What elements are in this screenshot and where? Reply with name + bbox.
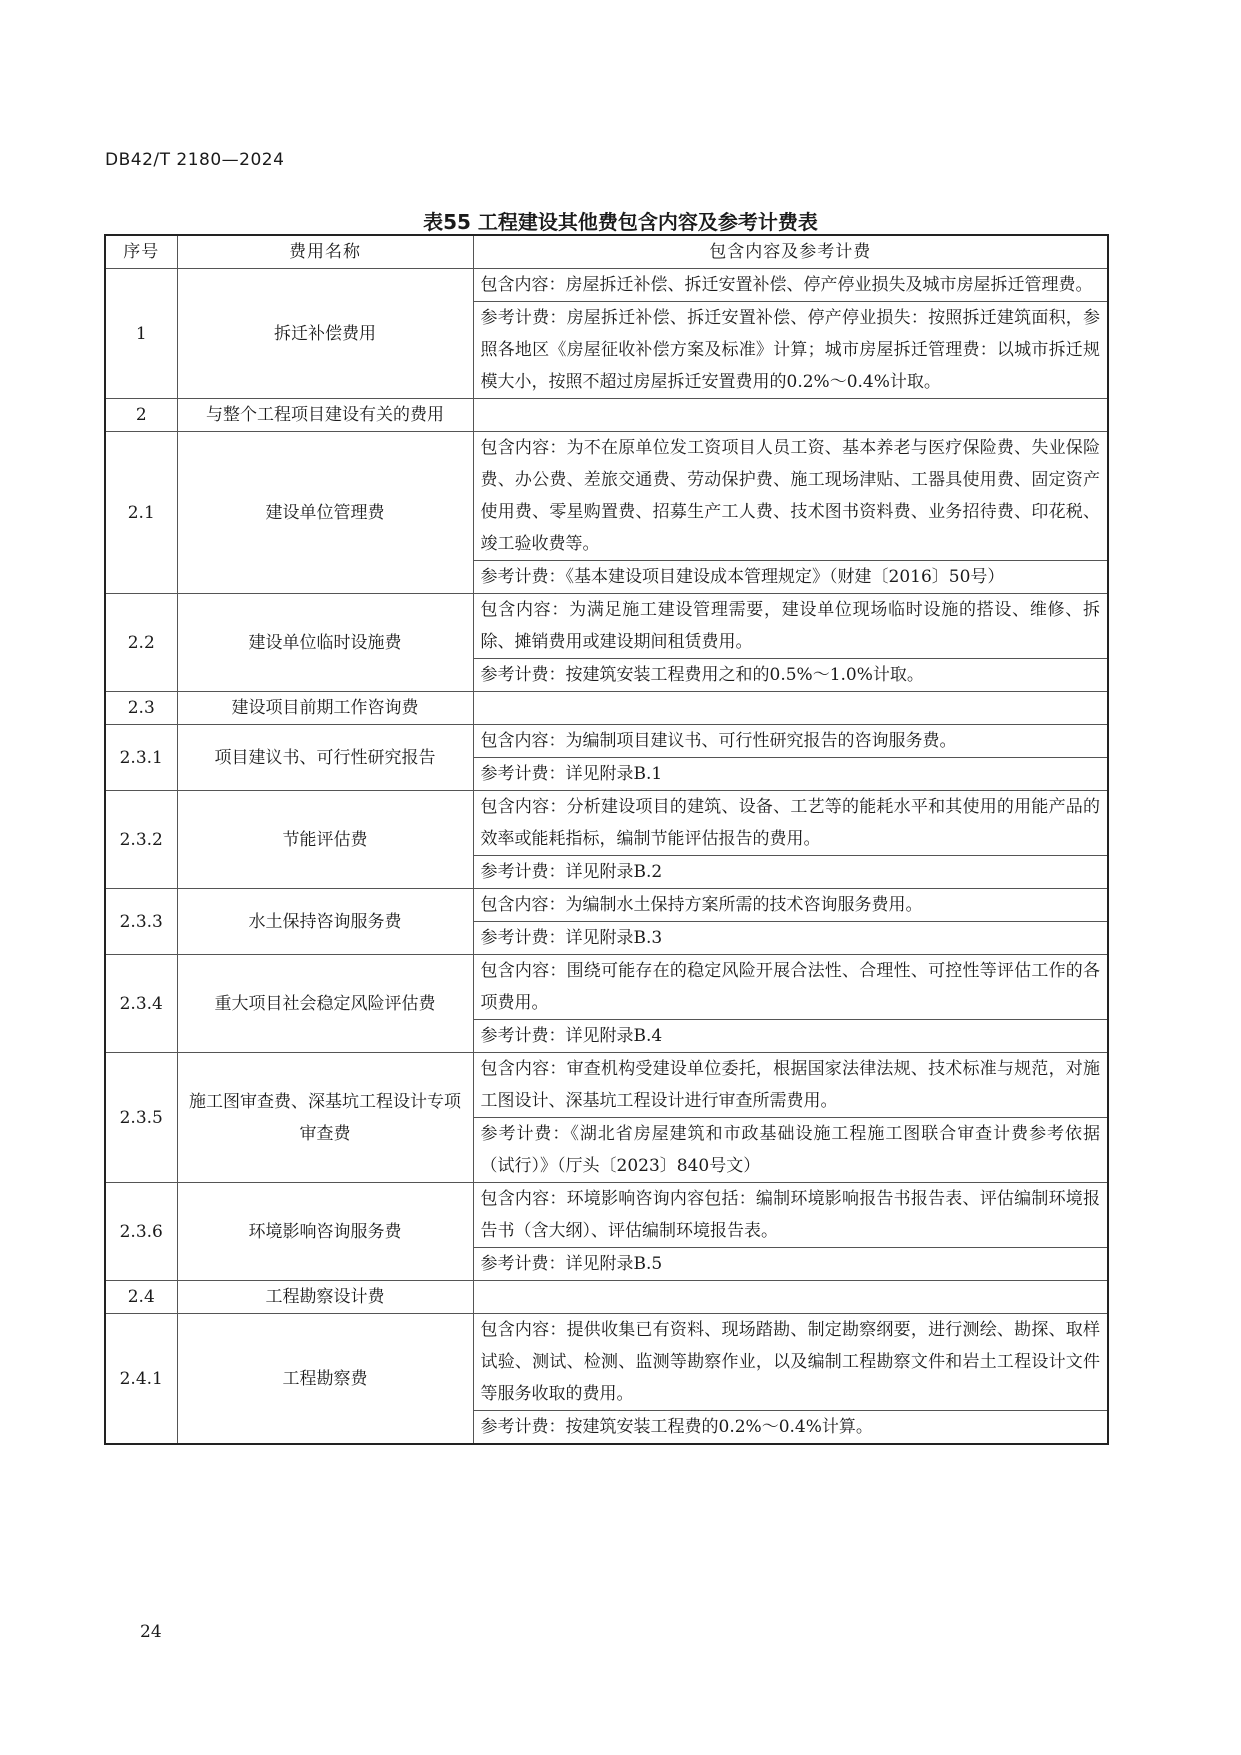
table-row [105, 1183, 1108, 1248]
column-header-content: 包含内容及参考计费 [473, 235, 1108, 269]
row-include-content: 包含内容：审查机构受建设单位委托，根据国家法律法规、技术标准与规范，对施工图设计、深基坑工程设计进行审查所需费用。 [473, 1053, 1108, 1118]
row-fee-name: 拆迁补偿费用 [177, 269, 473, 399]
row-seq: 2.1 [105, 432, 177, 594]
row-fee-name: 建设单位临时设施费 [177, 594, 473, 692]
row-reference-fee: 参考计费：详见附录B.5 [473, 1248, 1108, 1281]
row-seq: 2.3.1 [105, 725, 177, 791]
table-row [105, 399, 1108, 432]
column-header-name: 费用名称 [177, 235, 473, 269]
row-include-content: 包含内容：为满足施工建设管理需要，建设单位现场临时设施的搭设、维修、拆除、摊销费用或建设期间租赁费用。 [473, 594, 1108, 659]
table-row [105, 692, 1108, 725]
row-seq: 2 [105, 399, 177, 432]
table-row [105, 1314, 1108, 1411]
column-header-seq: 序号 [105, 235, 177, 269]
row-include-content: 包含内容：为不在原单位发工资项目人员工资、基本养老与医疗保险费、失业保险费、办公费、差旅交通费、劳动保护费、施工现场津贴、工器具使用费、固定资产使用费、零星购置费、招募生产工人费、技术图书资料费、业务招待费、印花税、竣工验收费等。 [473, 432, 1108, 561]
fee-table [104, 234, 1109, 1445]
table-header-row [105, 235, 1108, 269]
table-row [105, 432, 1108, 561]
row-include-content: 包含内容：为编制水土保持方案所需的技术咨询服务费用。 [473, 889, 1108, 922]
row-include-content: 包含内容：分析建设项目的建筑、设备、工艺等的能耗水平和其使用的用能产品的效率或能耗指标，编制节能评估报告的费用。 [473, 791, 1108, 856]
row-seq: 2.3.6 [105, 1183, 177, 1281]
table-row [105, 594, 1108, 659]
row-fee-name: 节能评估费 [177, 791, 473, 889]
table-row [105, 725, 1108, 758]
row-reference-fee: 参考计费：按建筑安装工程费的0.2%～0.4%计算。 [473, 1411, 1108, 1445]
row-reference-fee: 参考计费：《基本建设项目建设成本管理规定》（财建〔2016〕50号） [473, 561, 1108, 594]
row-fee-name: 工程勘察设计费 [177, 1281, 473, 1314]
row-fee-name: 工程勘察费 [177, 1314, 473, 1445]
row-reference-fee: 参考计费：详见附录B.4 [473, 1020, 1108, 1053]
table-row [105, 1053, 1108, 1118]
row-seq: 2.3.4 [105, 955, 177, 1053]
row-seq: 2.3.5 [105, 1053, 177, 1183]
row-seq: 2.3 [105, 692, 177, 725]
row-fee-name: 建设单位管理费 [177, 432, 473, 594]
table-row [105, 889, 1108, 922]
row-reference-fee: 参考计费：详见附录B.1 [473, 758, 1108, 791]
row-include-content: 包含内容：提供收集已有资料、现场踏勘、制定勘察纲要，进行测绘、勘探、取样试验、测试、检测、监测等勘察作业，以及编制工程勘察文件和岩土工程设计文件等服务收取的费用。 [473, 1314, 1108, 1411]
row-include-content: 包含内容：房屋拆迁补偿、拆迁安置补偿、停产停业损失及城市房屋拆迁管理费。 [473, 269, 1108, 302]
row-reference-fee: 参考计费：详见附录B.3 [473, 922, 1108, 955]
row-reference-fee: 参考计费：详见附录B.2 [473, 856, 1108, 889]
row-seq: 1 [105, 269, 177, 399]
row-seq: 2.2 [105, 594, 177, 692]
row-include-content: 包含内容：围绕可能存在的稳定风险开展合法性、合理性、可控性等评估工作的各项费用。 [473, 955, 1108, 1020]
row-empty-content [473, 1281, 1108, 1314]
row-reference-fee: 参考计费：按建筑安装工程费用之和的0.5%～1.0%计取。 [473, 659, 1108, 692]
row-seq: 2.3.2 [105, 791, 177, 889]
table-title: 表55 工程建设其他费包含内容及参考计费表 [423, 210, 818, 234]
table-row [105, 269, 1108, 302]
row-fee-name: 项目建议书、可行性研究报告 [177, 725, 473, 791]
document-code: DB42/T 2180—2024 [105, 150, 285, 170]
row-fee-name: 水土保持咨询服务费 [177, 889, 473, 955]
row-reference-fee: 参考计费：《湖北省房屋建筑和市政基础设施工程施工图联合审查计费参考依据（试行）》（厅头〔2023〕840号文） [473, 1118, 1108, 1183]
row-include-content: 包含内容：为编制项目建议书、可行性研究报告的咨询服务费。 [473, 725, 1108, 758]
row-fee-name: 建设项目前期工作咨询费 [177, 692, 473, 725]
row-empty-content [473, 692, 1108, 725]
row-fee-name: 与整个工程项目建设有关的费用 [177, 399, 473, 432]
page-number: 24 [140, 1622, 162, 1642]
table-row [105, 791, 1108, 856]
row-include-content: 包含内容：环境影响咨询内容包括：编制环境影响报告书报告表、评估编制环境报告书（含大纲）、评估编制环境报告表。 [473, 1183, 1108, 1248]
row-fee-name: 重大项目社会稳定风险评估费 [177, 955, 473, 1053]
table-row [105, 955, 1108, 1020]
row-seq: 2.4 [105, 1281, 177, 1314]
row-reference-fee: 参考计费：房屋拆迁补偿、拆迁安置补偿、停产停业损失：按照拆迁建筑面积，参照各地区《房屋征收补偿方案及标准》计算；城市房屋拆迁管理费：以城市拆迁规模大小，按照不超过房屋拆迁安置费用的0.2%～0.4%计取。 [473, 302, 1108, 399]
row-fee-name: 环境影响咨询服务费 [177, 1183, 473, 1281]
row-empty-content [473, 399, 1108, 432]
row-seq: 2.4.1 [105, 1314, 177, 1445]
row-seq: 2.3.3 [105, 889, 177, 955]
row-fee-name: 施工图审查费、深基坑工程设计专项审查费 [177, 1053, 473, 1183]
table-row [105, 1281, 1108, 1314]
